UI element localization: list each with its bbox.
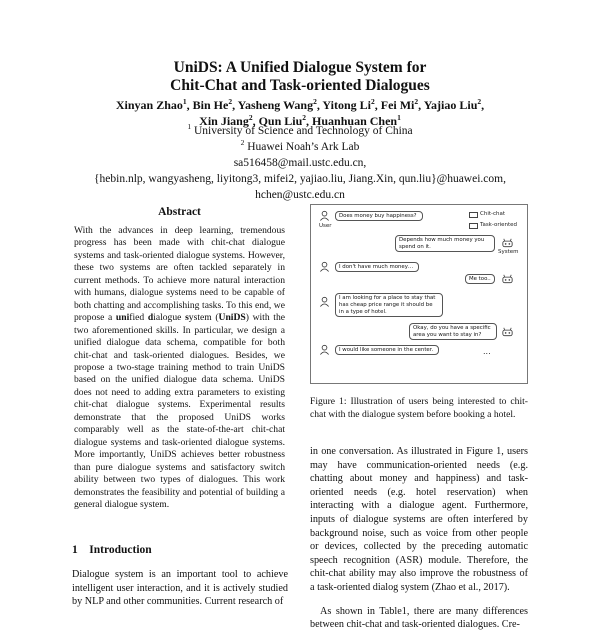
title-line-1: UniDS: A Unified Dialogue System for	[173, 59, 427, 76]
system-utterance-3: Okay, do you have a specific area you want to stay in?	[409, 323, 497, 340]
introduction-body: Dialogue system is an important tool to achieve intelligent user interaction, and it is actively studied by NLP and other communities. Current research of	[72, 569, 288, 607]
abstract-heading: Abstract	[158, 206, 201, 218]
robot-icon	[501, 238, 514, 248]
user-icon	[319, 296, 330, 307]
legend-task-label: Task-oriented	[480, 222, 518, 228]
user-utterance-2: I don't have much money…	[335, 262, 419, 272]
robot-icon	[501, 327, 514, 337]
affiliation-2: $^2$ Huawei Noah’s Ark Lab	[240, 138, 360, 153]
paragraph-2: As shown in Table1, there are many differences between chit-chat and task-oriented dialogues. Cre-	[310, 605, 528, 631]
user-icon	[319, 344, 330, 355]
paper-title	[0, 59, 600, 95]
author-name: Fei Mi	[380, 98, 415, 112]
robot-icon	[501, 274, 514, 284]
user-label: User	[319, 223, 332, 229]
abstract-body: With the advances in deep learning, tremendous progress has been made with chit-chat dialogue systems and task-oriented dialogue systems. However, these two systems are often tackled separately in current methods. To achieve more natural interaction with humans, dialogue systems need to be capable of both chatting and accomplishing tasks. To this end, we propose a unified dialogue system (UniDS) with the two aforementioned skills. In particular, we design a unified dialogue data schema, compatible for both chit-chat and task-oriented dialogues. Besides, we propose a two-stage training method to train UniDS based on the unified dialogue data schema. UniDS does not need to adding extra parameters to existing chit-chat dialogue systems. Experimental results demonstrate that the proposed UniDS works comparably well as the state-of-the-art chit-chat dialogue systems and task-oriented dialogue systems. More importantly, UniDS achieves better robustness than pure dialogue systems and satisfactory switch ability between two types of dialogues. This work demonstrates the feasibility and potential of building a general dialogue system.	[74, 225, 285, 510]
system-label: System	[498, 249, 519, 255]
author-name: Yitong Li	[322, 98, 371, 112]
user-utterance-1: Does money buy happiness?	[335, 211, 423, 221]
system-utterance-1: Depends how much money you spend on it.	[395, 235, 495, 252]
author-name: Huanhuan Chen	[312, 114, 398, 128]
legend-chitchat-swatch	[469, 212, 478, 218]
affiliation-1: $^1$ University of Science and Technology of China	[187, 122, 413, 137]
email-line-2: {hebin.nlp, wangyasheng, liyitong3, mifei2, yajiao.liu, Jiang.Xin, qun.liu}@huawei.com,	[94, 173, 506, 185]
legend-chitchat-label: Chit-chat	[480, 211, 506, 217]
figure-1-caption: Figure 1: Illustration of users being interested to chit-chat with the dialogue system before booking a hotel.	[310, 396, 528, 420]
section-heading-introduction: 1 Introduction	[72, 544, 152, 556]
ellipsis: ...	[483, 347, 491, 356]
title-line-2: Chit-Chat and Task-oriented Dialogues	[170, 77, 430, 94]
author-line-2: Xin Jiang$^2$, Qun Liu$^2$, Huanhuan Chen$^1$	[199, 113, 401, 128]
figure-1	[310, 204, 528, 384]
author-line-1: Xinyan Zhao$^1$, Bin He$^2$, Yasheng Wang$^2$, Yitong Li$^2$, Fei Mi$^2$, Yajiao Liu$^2$,	[115, 97, 485, 112]
author-name: Xinyan Zhao	[115, 98, 183, 112]
author-name: Xin Jiang	[199, 114, 249, 128]
user-icon	[319, 210, 330, 221]
system-utterance-2: Me too..	[465, 274, 495, 284]
legend-task-swatch	[469, 223, 478, 229]
paragraph-1: in one conversation. As illustrated in Figure 1, users may have communication-oriented needs (e.g. chatting about money and happiness) and task-oriented needs (e.g. hotel reservation) when interacting with a dialogue agent. Furthermore, inputs of dialogue systems are often interfered by background noise, such as voice from other people or devices, collected by the preceding automatic speech recognition (ASR) module. Therefore, the chit-chat ability may also improve the robustness of a task-oriented dialog system (Zhao et al., 2017).	[310, 446, 528, 593]
affiliations	[0, 123, 600, 203]
user-utterance-4: I would like someone in the center.	[335, 345, 439, 355]
right-column-body	[310, 445, 528, 632]
author-name: Bin He	[192, 98, 229, 112]
email-line-1: sa516458@mail.ustc.edu.cn,	[233, 157, 367, 169]
user-icon	[319, 261, 330, 272]
author-name: Yasheng Wang	[237, 98, 314, 112]
user-utterance-3: I am looking for a place to stay that has cheap price range it should be in a type of hotel.	[335, 293, 443, 317]
author-name: Yajiao Liu	[423, 98, 478, 112]
email-line-3: hchen@ustc.edu.cn	[255, 189, 345, 201]
author-name: Qun Liu	[258, 114, 303, 128]
